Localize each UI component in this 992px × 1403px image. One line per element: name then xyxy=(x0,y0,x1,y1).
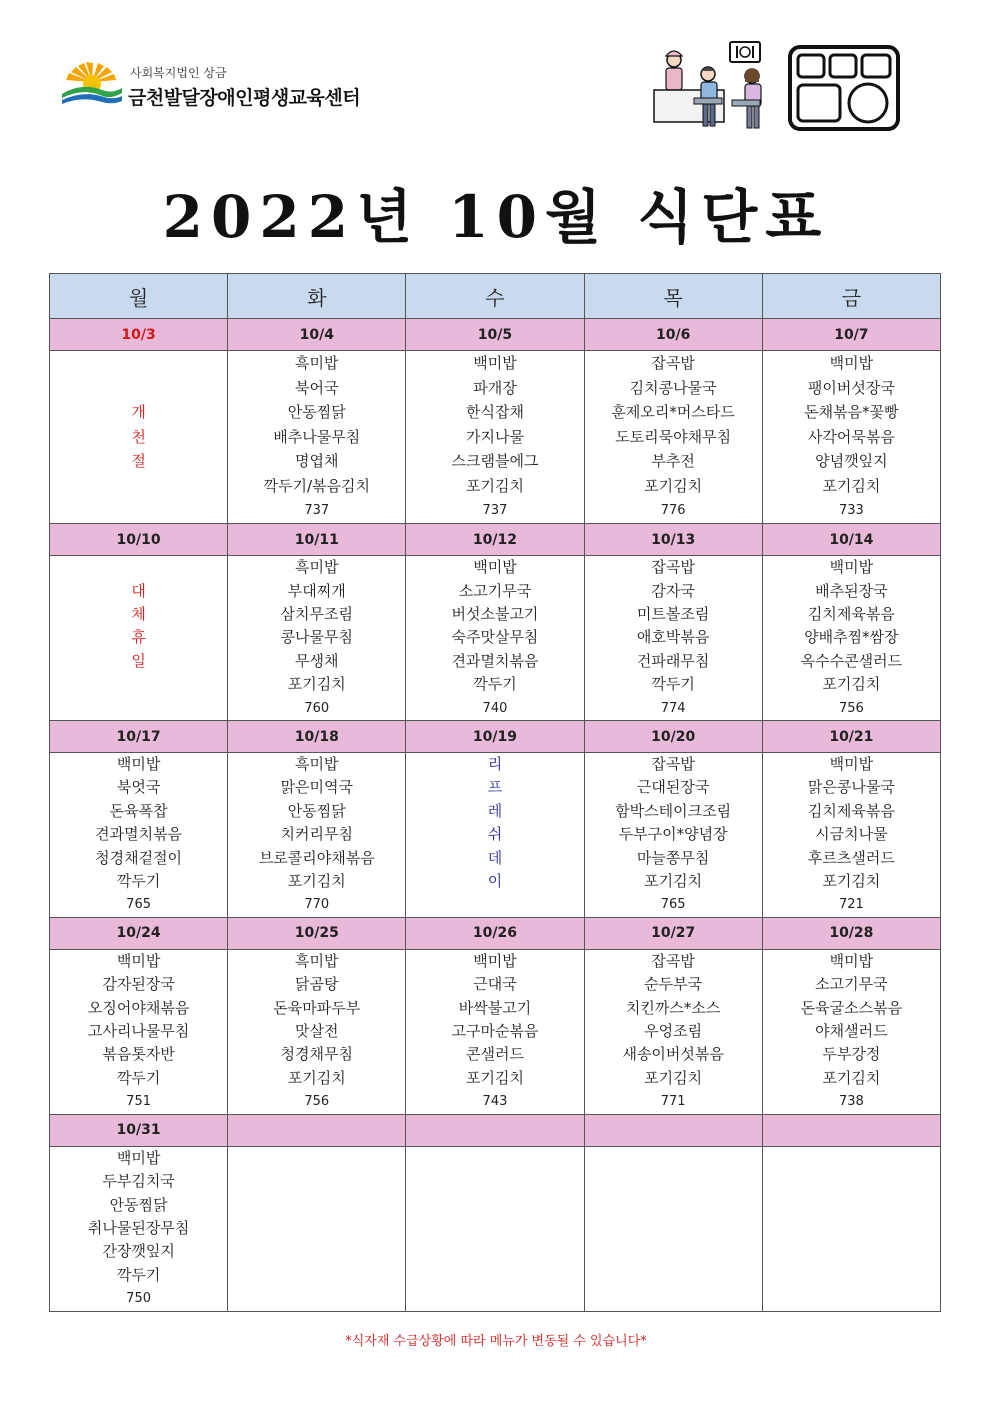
menu-item: 배추나물무침 xyxy=(273,427,361,446)
calorie-value: 765 xyxy=(126,897,151,913)
date-cell: 10/13 xyxy=(584,524,762,556)
menu-item: 부추전 xyxy=(651,452,695,471)
menu-item: 포기김치 xyxy=(465,1068,524,1087)
menu-item: 돈육마파두부 xyxy=(273,998,361,1017)
date-cell: 10/27 xyxy=(584,917,762,949)
menu-item: 미트볼조림 xyxy=(636,604,710,623)
calorie-value: 751 xyxy=(126,1094,151,1110)
menu-item: 잡곡밥 xyxy=(651,558,695,577)
date-row xyxy=(50,1114,941,1146)
calorie-value: 776 xyxy=(660,502,686,518)
menu-item: 감자된장국 xyxy=(102,975,175,994)
menu-item: 근대된장국 xyxy=(636,778,710,797)
menu-item: 스크램블에그 xyxy=(451,452,539,471)
menu-item: 백미밥 xyxy=(829,951,874,970)
menu-row xyxy=(50,556,941,721)
menu-item: 백미밥 xyxy=(116,755,161,773)
menu-item: 백미밥 xyxy=(116,1148,161,1167)
menu-item: 북어국 xyxy=(295,378,339,397)
menu-item: 흑미밥 xyxy=(295,558,339,577)
menu-item: 배추된장국 xyxy=(815,581,888,600)
menu-item: 견과멸치볶음 xyxy=(95,825,183,844)
menu-item: 깍두기 xyxy=(116,1265,161,1284)
date-cell: 10/19 xyxy=(406,721,584,753)
menu-item: 마늘쫑무침 xyxy=(636,848,710,867)
menu-item: 사각어묵볶음 xyxy=(807,427,895,446)
menu-item: 잡곡밥 xyxy=(651,951,695,970)
menu-item: 포기김치 xyxy=(822,1068,881,1087)
weekday-header: 화 xyxy=(228,274,406,319)
menu-item: 백미밥 xyxy=(116,951,161,970)
menu-item: 김치콩나물국 xyxy=(629,378,717,397)
holiday-char: 절 xyxy=(131,452,146,471)
menu-row xyxy=(50,753,941,918)
menu-item: 시금치나물 xyxy=(815,825,888,844)
menu-item: 우엉조림 xyxy=(644,1022,703,1041)
menu-row xyxy=(50,949,941,1114)
date-row xyxy=(50,319,941,351)
calorie-value: 774 xyxy=(660,700,686,716)
menu-item: 치커리무침 xyxy=(280,825,353,844)
menu-cell xyxy=(406,753,584,918)
menu-item: 흑미밥 xyxy=(295,951,339,970)
date-cell: 10/31 xyxy=(50,1114,228,1146)
date-cell: 10/25 xyxy=(228,917,406,949)
org-name: 금천발달장애인평생교육센터 xyxy=(128,87,361,109)
menu-item: 깍두기 xyxy=(116,872,161,891)
date-row xyxy=(50,721,941,753)
menu-item: 삼치무조림 xyxy=(280,604,353,623)
holiday-char: 휴 xyxy=(131,628,146,647)
date-cell: 10/21 xyxy=(762,721,940,753)
date-cell: 10/18 xyxy=(228,721,406,753)
menu-cell xyxy=(50,556,228,721)
menu-item: 야채샐러드 xyxy=(815,1022,888,1041)
menu-item: 부대찌개 xyxy=(287,581,346,600)
date-cell: 10/10 xyxy=(50,524,228,556)
menu-item: 고사리나물무침 xyxy=(87,1022,190,1041)
date-cell xyxy=(406,1114,584,1146)
menu-item: 포기김치 xyxy=(287,1068,346,1087)
menu-item: 도토리묵야채무침 xyxy=(615,427,732,446)
menu-item: 백미밥 xyxy=(473,558,517,577)
menu-item: 고구마순볶음 xyxy=(451,1022,539,1041)
calorie-value: 738 xyxy=(838,1094,864,1110)
menu-cell xyxy=(406,1146,584,1311)
date-row xyxy=(50,917,941,949)
menu-item: 포기김치 xyxy=(822,872,881,891)
menu-item: 김치제육볶음 xyxy=(807,604,895,623)
holiday-char: 레 xyxy=(487,801,503,820)
menu-cell xyxy=(762,1146,940,1311)
date-cell: 10/7 xyxy=(762,319,940,351)
calorie-value: 760 xyxy=(304,700,330,716)
menu-item: 감자국 xyxy=(651,581,695,600)
holiday-char: 이 xyxy=(487,872,503,891)
weekday-header: 월 xyxy=(50,274,228,319)
menu-item: 안동찜닭 xyxy=(287,801,346,820)
menu-cell xyxy=(228,556,406,721)
weekday-header: 금 xyxy=(762,274,940,319)
date-cell: 10/28 xyxy=(762,917,940,949)
menu-item: 잡곡밥 xyxy=(651,354,695,372)
date-cell: 10/3 xyxy=(50,319,228,351)
menu-item: 흑미밥 xyxy=(295,354,339,372)
menu-body xyxy=(50,319,941,1312)
menu-cell xyxy=(228,351,406,524)
menu-item: 깍두기 xyxy=(473,675,517,694)
menu-item: 두부김치국 xyxy=(102,1172,175,1191)
calorie-value: 771 xyxy=(660,1094,686,1110)
date-cell xyxy=(228,1114,406,1146)
meal-tray-icon xyxy=(788,45,900,131)
date-cell: 10/14 xyxy=(762,524,940,556)
menu-item: 돈육굴소스볶음 xyxy=(800,998,903,1017)
menu-item: 포기김치 xyxy=(644,476,703,495)
date-cell xyxy=(762,1114,940,1146)
menu-item: 포기김치 xyxy=(822,675,881,694)
menu-item: 애호박볶음 xyxy=(636,628,710,647)
menu-cell xyxy=(406,351,584,524)
menu-item: 건파래무침 xyxy=(636,651,710,670)
menu-item: 콩나물무침 xyxy=(280,628,353,647)
menu-cell xyxy=(584,1146,762,1311)
holiday-char xyxy=(50,376,227,401)
menu-item: 소고기무국 xyxy=(458,581,532,600)
menu-item: 후르츠샐러드 xyxy=(807,848,895,867)
menu-item: 안동찜닭 xyxy=(109,1195,168,1214)
holiday-char: 천 xyxy=(131,427,146,446)
menu-item: 북엇국 xyxy=(116,778,161,797)
footer-note: *식자재 수급상황에 따라 메뉴가 변동될 수 있습니다* xyxy=(345,1334,647,1349)
date-cell xyxy=(584,1114,762,1146)
menu-item: 백미밥 xyxy=(473,951,517,970)
menu-item: 백미밥 xyxy=(829,558,874,577)
calorie-value: 743 xyxy=(482,1094,508,1110)
date-cell: 10/6 xyxy=(584,319,762,351)
menu-cell xyxy=(584,556,762,721)
menu-item: 버섯소불고기 xyxy=(451,604,539,623)
menu-item: 백미밥 xyxy=(829,755,874,773)
menu-item: 볶음톳자반 xyxy=(102,1045,175,1064)
date-cell: 10/24 xyxy=(50,917,228,949)
menu-row xyxy=(50,351,941,524)
menu-item: 옥수수콘샐러드 xyxy=(800,651,903,670)
menu-item: 훈제오리*머스타드 xyxy=(611,403,735,422)
menu-item: 견과멸치볶음 xyxy=(451,651,539,670)
holiday-char: 쉬 xyxy=(487,825,503,844)
calorie-value: 756 xyxy=(838,700,864,716)
menu-item: 명엽채 xyxy=(295,452,339,471)
menu-item: 브로콜리야채볶음 xyxy=(258,848,375,867)
menu-cell xyxy=(762,351,940,524)
date-cell: 10/20 xyxy=(584,721,762,753)
menu-item: 백미밥 xyxy=(829,354,874,372)
menu-item: 두부강정 xyxy=(822,1045,881,1064)
menu-item: 잡곡밥 xyxy=(651,755,695,773)
menu-item: 한식잡채 xyxy=(465,403,524,422)
menu-item: 돈채볶음*꽃빵 xyxy=(804,403,899,422)
page-title: 2022년 10월 식단표 xyxy=(162,183,830,251)
holiday-char: 대 xyxy=(131,581,146,600)
menu-item: 김치제육볶음 xyxy=(807,801,895,820)
date-cell: 10/12 xyxy=(406,524,584,556)
menu-item: 간장깻잎지 xyxy=(102,1242,175,1261)
menu-item: 깍두기/볶음김치 xyxy=(263,476,371,495)
menu-cell xyxy=(50,1146,228,1311)
calorie-value: 765 xyxy=(660,897,686,913)
menu-item: 함박스테이크조림 xyxy=(615,801,732,820)
weekday-header: 수 xyxy=(406,274,584,319)
date-cell: 10/5 xyxy=(406,319,584,351)
menu-item: 맛살전 xyxy=(295,1022,339,1041)
menu-item: 양념깻잎지 xyxy=(815,452,888,471)
menu-table xyxy=(49,273,941,1312)
menu-cell xyxy=(50,351,228,524)
menu-item: 포기김치 xyxy=(644,872,703,891)
menu-cell xyxy=(584,949,762,1114)
menu-item: 흑미밥 xyxy=(295,755,339,773)
holiday-char: 리 xyxy=(487,755,503,773)
menu-cell xyxy=(762,753,940,918)
menu-item: 근대국 xyxy=(473,975,517,994)
holiday-char xyxy=(50,351,227,376)
menu-item: 돈육폭찹 xyxy=(109,801,168,820)
menu-item: 취나물된장무침 xyxy=(87,1218,190,1237)
menu-item: 치킨까스*소스 xyxy=(625,998,721,1017)
weekday-header: 목 xyxy=(584,274,762,319)
page-header xyxy=(0,0,992,150)
menu-item: 깍두기 xyxy=(651,675,695,694)
menu-row xyxy=(50,1146,941,1311)
menu-cell xyxy=(50,753,228,918)
calorie-value: 756 xyxy=(304,1094,330,1110)
menu-item: 포기김치 xyxy=(644,1068,703,1087)
menu-item: 파개장 xyxy=(473,378,517,397)
menu-cell xyxy=(584,753,762,918)
menu-item: 두부구이*양념장 xyxy=(618,825,728,844)
holiday-char: 개 xyxy=(131,403,146,422)
menu-item: 순두부국 xyxy=(644,975,703,994)
menu-item: 백미밥 xyxy=(473,354,517,372)
date-cell: 10/26 xyxy=(406,917,584,949)
holiday-char: 데 xyxy=(487,848,503,867)
menu-item: 안동찜닭 xyxy=(287,403,346,422)
menu-item: 청경채겉절이 xyxy=(95,848,183,867)
menu-cell xyxy=(584,351,762,524)
menu-item: 콘샐러드 xyxy=(465,1045,524,1064)
menu-item: 포기김치 xyxy=(287,675,346,694)
menu-item: 청경채무침 xyxy=(280,1045,353,1064)
holiday-char: 일 xyxy=(131,651,146,670)
menu-item: 무생채 xyxy=(295,651,339,670)
menu-item: 오징어야채볶음 xyxy=(87,998,190,1017)
menu-item: 팽이버섯장국 xyxy=(807,378,895,397)
menu-item: 소고기무국 xyxy=(815,975,888,994)
menu-cell xyxy=(228,753,406,918)
menu-cell xyxy=(406,556,584,721)
calorie-value: 737 xyxy=(304,502,330,518)
date-cell: 10/11 xyxy=(228,524,406,556)
menu-item: 맑은콩나물국 xyxy=(807,778,895,797)
holiday-char: 체 xyxy=(131,604,146,623)
menu-item: 숙주맛살무침 xyxy=(451,628,539,647)
menu-item: 가지나물 xyxy=(465,427,524,446)
date-row xyxy=(50,524,941,556)
menu-item: 깍두기 xyxy=(116,1068,161,1087)
menu-item: 바싹불고기 xyxy=(458,998,532,1017)
menu-item: 닭곰탕 xyxy=(295,975,339,994)
menu-item: 양배추찜*쌈장 xyxy=(804,628,899,647)
org-subtitle: 사회복지법인 상금 xyxy=(130,66,227,80)
holiday-char xyxy=(50,556,227,579)
menu-cell xyxy=(762,556,940,721)
menu-cell xyxy=(228,949,406,1114)
calorie-value: 770 xyxy=(304,897,330,913)
date-cell: 10/17 xyxy=(50,721,228,753)
menu-item: 포기김치 xyxy=(287,872,346,891)
menu-cell xyxy=(228,1146,406,1311)
sun-logo-icon xyxy=(60,60,124,106)
menu-item: 포기김치 xyxy=(465,476,524,495)
menu-item: 새송이버섯볶음 xyxy=(622,1045,724,1064)
weekday-header-row xyxy=(50,274,941,319)
menu-item: 포기김치 xyxy=(822,476,881,495)
cafeteria-staff-illustration-icon xyxy=(650,40,780,135)
holiday-char: 프 xyxy=(487,778,503,797)
menu-cell xyxy=(406,949,584,1114)
calorie-value: 740 xyxy=(482,700,508,716)
menu-cell xyxy=(50,949,228,1114)
calorie-value: 737 xyxy=(482,502,508,518)
menu-item: 맑은미역국 xyxy=(280,778,353,797)
calorie-value: 733 xyxy=(838,502,864,518)
calorie-value: 721 xyxy=(838,897,864,913)
calorie-value: 750 xyxy=(126,1291,151,1307)
menu-cell xyxy=(762,949,940,1114)
date-cell: 10/4 xyxy=(228,319,406,351)
